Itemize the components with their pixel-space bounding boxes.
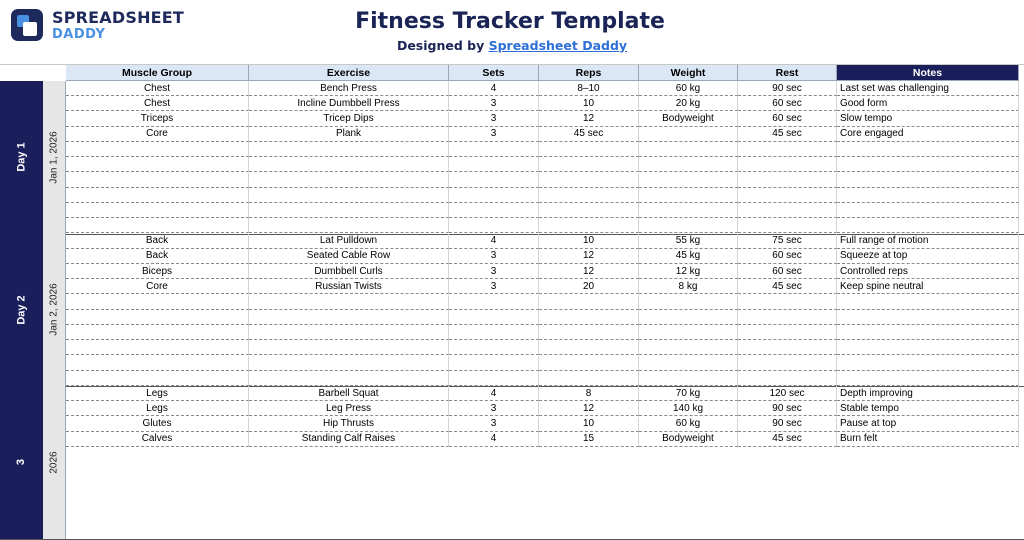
- cell-notes[interactable]: Slow tempo: [837, 112, 1019, 127]
- cell-exercise[interactable]: Barbell Squat: [249, 386, 449, 401]
- cell-notes[interactable]: [837, 203, 1019, 218]
- cell-reps[interactable]: 10: [539, 417, 639, 432]
- cell-rest[interactable]: 45 sec: [738, 432, 837, 447]
- table-row: [66, 279, 1019, 294]
- cell-notes[interactable]: [837, 340, 1019, 355]
- table-row: [66, 188, 1019, 203]
- cell-weight[interactable]: [639, 203, 738, 218]
- cell-notes[interactable]: [837, 218, 1019, 233]
- cell-notes[interactable]: Burn felt: [837, 432, 1019, 447]
- cell-exercise[interactable]: [249, 310, 449, 325]
- cell-reps[interactable]: 12: [539, 264, 639, 279]
- cell-rest[interactable]: [738, 188, 837, 203]
- cell-sets[interactable]: 3: [449, 96, 539, 111]
- table-row: [66, 386, 1019, 401]
- table-row: [66, 417, 1019, 432]
- table-row: [66, 325, 1019, 340]
- cell-exercise[interactable]: Russian Twists: [249, 279, 449, 294]
- column-header-rest[interactable]: Rest: [738, 65, 837, 81]
- cell-muscle-group[interactable]: Biceps: [66, 264, 249, 279]
- column-header-sets[interactable]: Sets: [449, 65, 539, 81]
- day-date-text: Jan 2, 2026: [48, 283, 60, 336]
- cell-reps[interactable]: 12: [539, 401, 639, 416]
- cell-rest[interactable]: [738, 356, 837, 371]
- cell-rest[interactable]: [738, 371, 837, 386]
- cell-reps[interactable]: [539, 356, 639, 371]
- cell-muscle-group[interactable]: [66, 218, 249, 233]
- cell-rest[interactable]: [738, 340, 837, 355]
- designer-link[interactable]: Spreadsheet Daddy: [488, 38, 628, 53]
- logo-line1: SPREADSHEET: [52, 7, 185, 27]
- cell-sets[interactable]: [449, 173, 539, 188]
- cell-muscle-group[interactable]: Core: [66, 127, 249, 142]
- cell-muscle-group[interactable]: Legs: [66, 401, 249, 416]
- cell-muscle-group[interactable]: [66, 356, 249, 371]
- table-row: [66, 96, 1019, 111]
- table-row: [66, 112, 1019, 127]
- table-row: [66, 356, 1019, 371]
- cell-muscle-group[interactable]: Legs: [66, 386, 249, 401]
- table-row: [66, 432, 1019, 447]
- cell-notes[interactable]: [837, 295, 1019, 310]
- day-label-1: [0, 81, 43, 234]
- cell-exercise[interactable]: Bench Press: [249, 81, 449, 96]
- cell-exercise[interactable]: [249, 203, 449, 218]
- cell-notes[interactable]: Good form: [837, 96, 1019, 111]
- cell-sets[interactable]: [449, 295, 539, 310]
- table-row: [66, 127, 1019, 142]
- cell-muscle-group[interactable]: Back: [66, 249, 249, 264]
- cell-reps[interactable]: [539, 371, 639, 386]
- day-date-1: [43, 81, 66, 234]
- cell-sets[interactable]: 3: [449, 127, 539, 142]
- table-row: [66, 264, 1019, 279]
- cell-weight[interactable]: [639, 371, 738, 386]
- table-row: [66, 295, 1019, 310]
- cell-weight[interactable]: 12 kg: [639, 264, 738, 279]
- column-header-muscle-group[interactable]: Muscle Group: [66, 65, 249, 81]
- day-date-3: [43, 386, 66, 539]
- cell-exercise[interactable]: [249, 295, 449, 310]
- cell-muscle-group[interactable]: [66, 142, 249, 157]
- cell-reps[interactable]: 45 sec: [539, 127, 639, 142]
- column-header-reps[interactable]: Reps: [539, 65, 639, 81]
- cell-sets[interactable]: 4: [449, 81, 539, 96]
- table-row: [66, 157, 1019, 172]
- cell-weight[interactable]: 60 kg: [639, 417, 738, 432]
- cell-weight[interactable]: 60 kg: [639, 81, 738, 96]
- cell-reps[interactable]: 8–10: [539, 81, 639, 96]
- column-header-exercise[interactable]: Exercise: [249, 65, 449, 81]
- cell-sets[interactable]: 3: [449, 249, 539, 264]
- cell-reps[interactable]: [539, 173, 639, 188]
- cell-reps[interactable]: [539, 157, 639, 172]
- cell-reps[interactable]: [539, 188, 639, 203]
- cell-sets[interactable]: [449, 356, 539, 371]
- cell-reps[interactable]: 12: [539, 112, 639, 127]
- cell-rest[interactable]: 60 sec: [738, 249, 837, 264]
- cell-muscle-group[interactable]: Core: [66, 279, 249, 294]
- table-row: [66, 340, 1019, 355]
- cell-sets[interactable]: [449, 340, 539, 355]
- cell-exercise[interactable]: Standing Calf Raises: [249, 432, 449, 447]
- cell-weight[interactable]: 55 kg: [639, 234, 738, 249]
- cell-exercise[interactable]: Tricep Dips: [249, 112, 449, 127]
- day-label-3: [0, 386, 43, 539]
- page-title: Fitness Tracker Template: [355, 9, 665, 34]
- column-header-weight[interactable]: Weight: [639, 65, 738, 81]
- cell-reps[interactable]: [539, 142, 639, 157]
- cell-muscle-group[interactable]: Back: [66, 234, 249, 249]
- cell-rest[interactable]: 60 sec: [738, 112, 837, 127]
- cell-muscle-group[interactable]: [66, 340, 249, 355]
- cell-exercise[interactable]: [249, 142, 449, 157]
- cell-reps[interactable]: 10: [539, 96, 639, 111]
- cell-reps[interactable]: 15: [539, 432, 639, 447]
- cell-rest[interactable]: [738, 325, 837, 340]
- cell-exercise[interactable]: Seated Cable Row: [249, 249, 449, 264]
- cell-notes[interactable]: Stable tempo: [837, 401, 1019, 416]
- cell-muscle-group[interactable]: [66, 295, 249, 310]
- cell-muscle-group[interactable]: Glutes: [66, 417, 249, 432]
- cell-sets[interactable]: 3: [449, 279, 539, 294]
- cell-sets[interactable]: 3: [449, 417, 539, 432]
- cell-muscle-group[interactable]: [66, 371, 249, 386]
- cell-notes[interactable]: Controlled reps: [837, 264, 1019, 279]
- day-label-text: Day 1: [15, 142, 28, 172]
- cell-reps[interactable]: 8: [539, 386, 639, 401]
- cell-notes[interactable]: [837, 173, 1019, 188]
- cell-exercise[interactable]: Incline Dumbbell Press: [249, 96, 449, 111]
- cell-notes[interactable]: [837, 188, 1019, 203]
- cell-muscle-group[interactable]: Triceps: [66, 112, 249, 127]
- tracker-grid: [0, 64, 1024, 474]
- cell-rest[interactable]: 90 sec: [738, 401, 837, 416]
- day-label-2: [0, 234, 43, 387]
- cell-muscle-group[interactable]: [66, 310, 249, 325]
- cell-rest[interactable]: 75 sec: [738, 234, 837, 249]
- cell-notes[interactable]: Last set was challenging: [837, 81, 1019, 96]
- cell-rest[interactable]: 45 sec: [738, 279, 837, 294]
- cell-muscle-group[interactable]: [66, 157, 249, 172]
- cell-weight[interactable]: Bodyweight: [639, 112, 738, 127]
- cell-exercise[interactable]: [249, 325, 449, 340]
- cell-weight[interactable]: [639, 218, 738, 233]
- cell-sets[interactable]: 3: [449, 401, 539, 416]
- cell-exercise[interactable]: [249, 188, 449, 203]
- cell-weight[interactable]: [639, 173, 738, 188]
- cell-reps[interactable]: [539, 310, 639, 325]
- table-row: [66, 371, 1019, 386]
- cell-notes[interactable]: [837, 371, 1019, 386]
- cell-reps[interactable]: [539, 218, 639, 233]
- cell-rest[interactable]: 90 sec: [738, 81, 837, 96]
- cell-exercise[interactable]: Hip Thrusts: [249, 417, 449, 432]
- cell-weight[interactable]: 20 kg: [639, 96, 738, 111]
- cell-rest[interactable]: [738, 157, 837, 172]
- cell-sets[interactable]: [449, 157, 539, 172]
- table-row: [66, 234, 1019, 249]
- cell-muscle-group[interactable]: [66, 188, 249, 203]
- cell-sets[interactable]: 3: [449, 112, 539, 127]
- cell-notes[interactable]: Keep spine neutral: [837, 279, 1019, 294]
- cell-weight[interactable]: 140 kg: [639, 401, 738, 416]
- cell-reps[interactable]: 10: [539, 234, 639, 249]
- header: [0, 0, 1024, 64]
- cell-reps[interactable]: 20: [539, 279, 639, 294]
- cell-rest[interactable]: [738, 173, 837, 188]
- cell-exercise[interactable]: Plank: [249, 127, 449, 142]
- logo-line2: DADDY: [52, 26, 106, 42]
- cell-weight[interactable]: Bodyweight: [639, 432, 738, 447]
- cell-weight[interactable]: [639, 310, 738, 325]
- cell-rest[interactable]: 90 sec: [738, 417, 837, 432]
- cell-weight[interactable]: 70 kg: [639, 386, 738, 401]
- cell-rest[interactable]: 45 sec: [738, 127, 837, 142]
- cell-rest[interactable]: 120 sec: [738, 386, 837, 401]
- cell-reps[interactable]: [539, 325, 639, 340]
- cell-weight[interactable]: [639, 295, 738, 310]
- cell-weight[interactable]: 45 kg: [639, 249, 738, 264]
- cell-notes[interactable]: [837, 325, 1019, 340]
- cell-muscle-group[interactable]: [66, 173, 249, 188]
- cell-notes[interactable]: [837, 356, 1019, 371]
- cell-weight[interactable]: [639, 142, 738, 157]
- cell-rest[interactable]: [738, 203, 837, 218]
- cell-weight[interactable]: [639, 356, 738, 371]
- cell-sets[interactable]: [449, 310, 539, 325]
- cell-sets[interactable]: [449, 325, 539, 340]
- day-label-text: 3: [15, 459, 28, 466]
- cell-weight[interactable]: [639, 127, 738, 142]
- cell-notes[interactable]: Full range of motion: [837, 234, 1019, 249]
- column-header-notes[interactable]: Notes: [837, 65, 1019, 81]
- cell-notes[interactable]: Core engaged: [837, 127, 1019, 142]
- cell-exercise[interactable]: Lat Pulldown: [249, 234, 449, 249]
- cell-weight[interactable]: [639, 188, 738, 203]
- table-row: [66, 203, 1019, 218]
- subtitle-prefix: Designed by: [396, 38, 489, 53]
- table-row: [66, 142, 1019, 157]
- day-separator: [0, 539, 1024, 540]
- cell-exercise[interactable]: [249, 218, 449, 233]
- cell-notes[interactable]: [837, 310, 1019, 325]
- cell-weight[interactable]: [639, 340, 738, 355]
- cell-weight[interactable]: 8 kg: [639, 279, 738, 294]
- cell-muscle-group[interactable]: Chest: [66, 81, 249, 96]
- cell-sets[interactable]: [449, 371, 539, 386]
- page-subtitle: [0, 38, 1024, 53]
- cell-sets[interactable]: 3: [449, 264, 539, 279]
- cell-reps[interactable]: [539, 340, 639, 355]
- cell-sets[interactable]: 4: [449, 234, 539, 249]
- cell-exercise[interactable]: [249, 157, 449, 172]
- cell-exercise[interactable]: [249, 371, 449, 386]
- cell-exercise[interactable]: Leg Press: [249, 401, 449, 416]
- cell-sets[interactable]: [449, 188, 539, 203]
- cell-reps[interactable]: [539, 203, 639, 218]
- cell-rest[interactable]: [738, 218, 837, 233]
- day-date-text: Jan 1, 2026: [48, 131, 60, 184]
- cell-sets[interactable]: 4: [449, 386, 539, 401]
- table-row: [66, 401, 1019, 416]
- cell-muscle-group[interactable]: [66, 325, 249, 340]
- day-label-text: Day 2: [15, 295, 28, 325]
- cell-reps[interactable]: 12: [539, 249, 639, 264]
- cell-sets[interactable]: [449, 203, 539, 218]
- cell-notes[interactable]: Squeeze at top: [837, 249, 1019, 264]
- cell-notes[interactable]: Pause at top: [837, 417, 1019, 432]
- cell-reps[interactable]: [539, 295, 639, 310]
- day-date-2: [43, 234, 66, 387]
- cell-exercise[interactable]: [249, 340, 449, 355]
- table-row: [66, 310, 1019, 325]
- cell-weight[interactable]: [639, 325, 738, 340]
- cell-sets[interactable]: 4: [449, 432, 539, 447]
- cell-muscle-group[interactable]: Calves: [66, 432, 249, 447]
- table-row: [66, 218, 1019, 233]
- cell-exercise[interactable]: [249, 173, 449, 188]
- cell-rest[interactable]: [738, 142, 837, 157]
- cell-muscle-group[interactable]: Chest: [66, 96, 249, 111]
- cell-notes[interactable]: [837, 157, 1019, 172]
- column-header-row: [66, 65, 1019, 81]
- cell-notes[interactable]: [837, 142, 1019, 157]
- cell-sets[interactable]: [449, 218, 539, 233]
- cell-rest[interactable]: 60 sec: [738, 264, 837, 279]
- table-row: [66, 173, 1019, 188]
- cell-notes[interactable]: Depth improving: [837, 386, 1019, 401]
- table-row: [66, 81, 1019, 96]
- cell-exercise[interactable]: Dumbbell Curls: [249, 264, 449, 279]
- cell-weight[interactable]: [639, 157, 738, 172]
- day-date-text: 2026: [48, 451, 60, 474]
- cell-rest[interactable]: 60 sec: [738, 96, 837, 111]
- cell-sets[interactable]: [449, 142, 539, 157]
- cell-rest[interactable]: [738, 295, 837, 310]
- table-row: [66, 249, 1019, 264]
- cell-muscle-group[interactable]: [66, 203, 249, 218]
- cell-rest[interactable]: [738, 310, 837, 325]
- cell-exercise[interactable]: [249, 356, 449, 371]
